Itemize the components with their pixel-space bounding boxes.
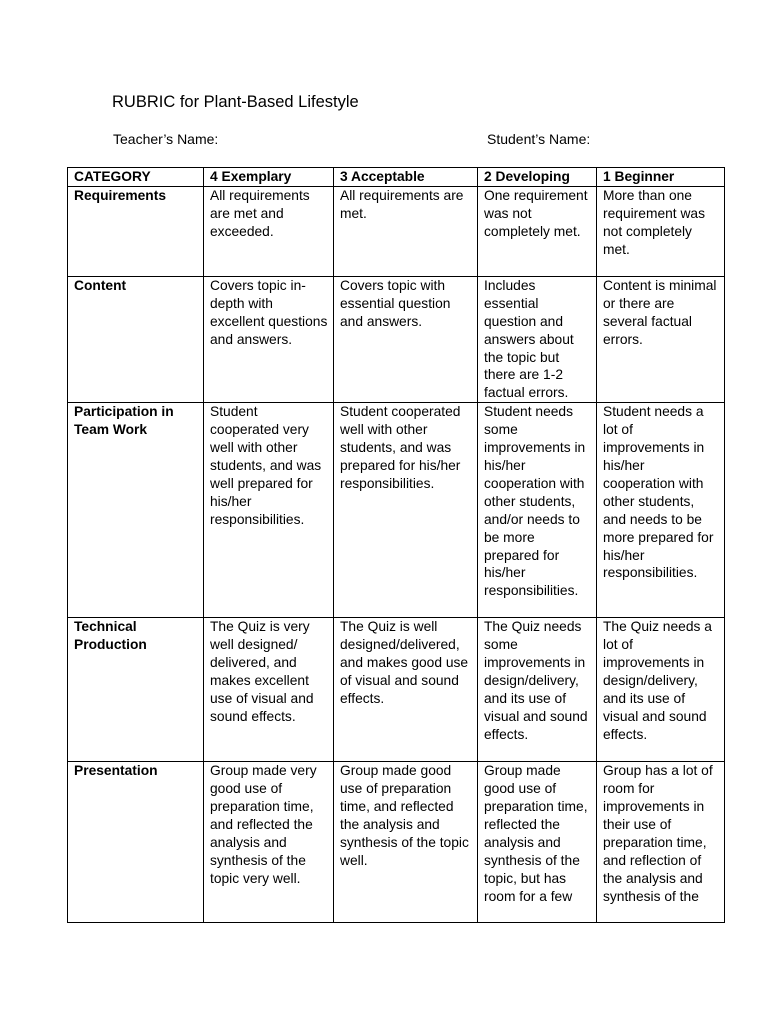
header-row	[68, 168, 725, 187]
exemplary-cell: Student cooperated very well with other students, and was well prepared for his/her responsibilities.	[204, 403, 334, 618]
header-acceptable: 3 Acceptable	[334, 168, 478, 187]
student-name-label: Student’s Name:	[487, 131, 591, 147]
developing-cell: The Quiz needs some improvements in design/delivery, and its use of visual and sound effects.	[478, 618, 597, 762]
acceptable-cell: The Quiz is well designed/delivered, and makes good use of visual and sound effects.	[334, 618, 478, 762]
developing-cell: Group made good use of preparation time, reflected the analysis and synthesis of the topic, but has room for a few	[478, 762, 597, 923]
table-row	[68, 618, 725, 762]
category-cell: Technical Production	[68, 618, 204, 762]
beginner-cell: Group has a lot of room for improvements in their use of preparation time, and reflection of the analysis and synthesis of the	[597, 762, 725, 923]
table-row	[68, 186, 725, 276]
exemplary-cell: All requirements are met and exceeded.	[204, 186, 334, 276]
developing-cell: Student needs some improvements in his/her cooperation with other students, and/or needs to be more prepared for his/her responsibilities.	[478, 403, 597, 618]
table-row	[68, 403, 725, 618]
beginner-cell: More than one requirement was not completely met.	[597, 186, 725, 276]
category-cell: Presentation	[68, 762, 204, 923]
category-cell: Participation in Team Work	[68, 403, 204, 618]
beginner-cell: The Quiz needs a lot of improvements in design/delivery, and its use of visual and sound effects.	[597, 618, 725, 762]
teacher-name-label: Teacher’s Name:	[113, 131, 219, 147]
rubric-table	[67, 167, 725, 923]
header-beginner: 1 Beginner	[597, 168, 725, 187]
table-row	[68, 762, 725, 923]
beginner-cell: Student needs a lot of improvements in his/her cooperation with other students, and needs to be more prepared for his/her responsibilities.	[597, 403, 725, 618]
acceptable-cell: Group made good use of preparation time, and reflected the analysis and synthesis of the topic well.	[334, 762, 478, 923]
category-cell: Content	[68, 276, 204, 402]
acceptable-cell: Covers topic with essential question and answers.	[334, 276, 478, 402]
exemplary-cell: The Quiz is very well designed/ delivered, and makes excellent use of visual and sound effects.	[204, 618, 334, 762]
exemplary-cell: Group made very good use of preparation time, and reflected the analysis and synthesis of the topic very well.	[204, 762, 334, 923]
table-row	[68, 276, 725, 402]
exemplary-cell: Covers topic in-depth with excellent questions and answers.	[204, 276, 334, 402]
developing-cell: Includes essential question and answers about the topic but there are 1-2 factual errors.	[478, 276, 597, 402]
beginner-cell: Content is minimal or there are several factual errors.	[597, 276, 725, 402]
category-cell: Requirements	[68, 186, 204, 276]
document-title: RUBRIC for Plant-Based Lifestyle	[112, 93, 359, 111]
acceptable-cell: All requirements are met.	[334, 186, 478, 276]
header-developing: 2 Developing	[478, 168, 597, 187]
header-category: CATEGORY	[68, 168, 204, 187]
header-exemplary: 4 Exemplary	[204, 168, 334, 187]
acceptable-cell: Student cooperated well with other students, and was prepared for his/her responsibilities.	[334, 403, 478, 618]
developing-cell: One requirement was not completely met.	[478, 186, 597, 276]
